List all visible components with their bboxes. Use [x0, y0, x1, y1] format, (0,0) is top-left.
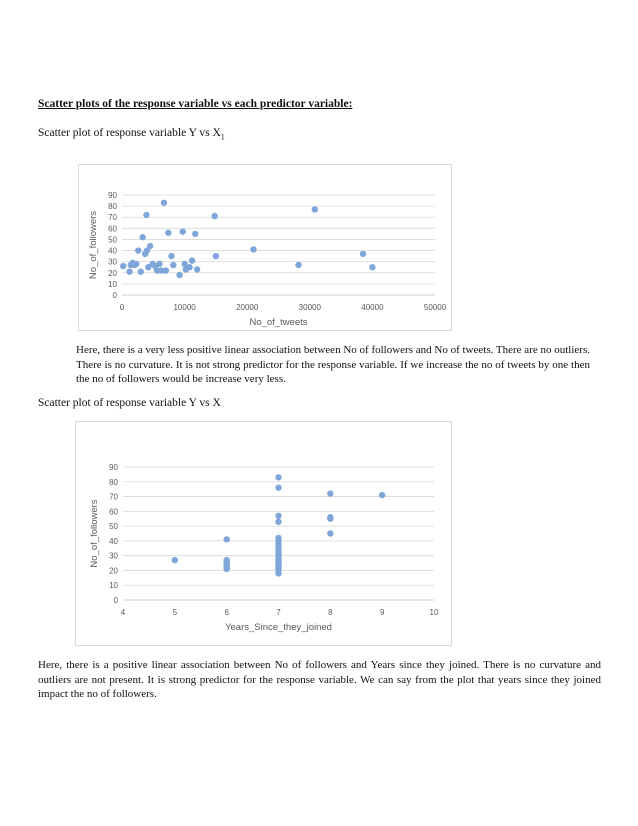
x-tick-label: 0 — [119, 303, 125, 312]
data-point — [165, 230, 171, 236]
x-axis-title: No_of_tweets — [249, 317, 308, 328]
data-point — [275, 513, 281, 519]
data-point — [211, 213, 217, 219]
data-point — [213, 253, 219, 259]
data-point — [360, 251, 366, 257]
y-tick-label: 20 — [109, 566, 118, 576]
data-point — [163, 267, 169, 273]
data-point — [295, 262, 301, 268]
years-scatter-chart — [76, 422, 451, 645]
data-point — [379, 492, 385, 498]
y-tick-label: 0 — [113, 596, 118, 605]
data-point — [223, 536, 229, 542]
chart1-caption — [38, 127, 225, 141]
y-tick-label: 90 — [109, 463, 118, 472]
x-tick-label: 9 — [379, 608, 385, 617]
y-tick-label: 30 — [108, 257, 117, 267]
y-tick-label: 30 — [109, 551, 118, 561]
tweets-scatter-chart — [79, 165, 451, 330]
y-tick-label: 70 — [108, 213, 117, 223]
y-tick-label: 90 — [108, 191, 117, 200]
data-point — [180, 228, 186, 234]
data-point — [223, 566, 229, 572]
x-tick-label: 40000 — [361, 303, 384, 312]
x-tick-label: 20000 — [236, 303, 259, 312]
x-tick-label: 10 — [429, 608, 439, 617]
x-tick-label: 4 — [120, 608, 126, 617]
data-point — [120, 263, 126, 269]
chart2-frame — [75, 421, 452, 646]
y-tick-label: 10 — [109, 581, 118, 591]
y-tick-label: 70 — [109, 492, 118, 502]
data-point — [275, 474, 281, 480]
y-axis-title: No_of_followers — [88, 210, 99, 280]
data-point — [138, 268, 144, 274]
data-point — [194, 266, 200, 272]
chart2-caption: Scatter plot of response variable Y vs X — [38, 397, 221, 409]
y-tick-label: 60 — [109, 507, 118, 517]
data-point — [161, 200, 167, 206]
data-point — [327, 490, 333, 496]
data-point — [135, 247, 141, 253]
data-point — [327, 530, 333, 536]
chart1-caption-text: Scatter plot of response variable Y vs X — [38, 127, 221, 139]
y-tick-label: 40 — [108, 246, 117, 256]
data-point — [186, 264, 192, 270]
data-point — [189, 257, 195, 263]
x-tick-label: 30000 — [298, 303, 321, 312]
y-tick-label: 80 — [108, 202, 117, 212]
data-point — [139, 234, 145, 240]
y-tick-label: 80 — [109, 477, 118, 487]
data-point — [176, 272, 182, 278]
data-point — [143, 212, 149, 218]
x-axis-title: Years_Since_they_joined — [225, 622, 332, 633]
data-point — [133, 261, 139, 267]
chart2-description: Here, there is a positive linear association between No of followers and Years since they joined. There is no curvature and outliers are not present. It is strong predictor for the response variable. We can say from the plot that years since they joined impact the no of followers. — [38, 659, 601, 700]
y-axis-title: No_of_followers — [89, 499, 100, 568]
chart1-caption-subscript: 1 — [220, 132, 225, 142]
chart1-frame — [78, 164, 452, 331]
data-point — [250, 246, 256, 252]
data-point — [172, 557, 178, 563]
data-point — [168, 253, 174, 259]
x-tick-label: 50000 — [423, 303, 447, 312]
data-point — [312, 206, 318, 212]
y-tick-label: 50 — [108, 235, 117, 245]
data-point — [369, 264, 375, 270]
data-point — [156, 261, 162, 267]
data-point — [170, 262, 176, 268]
data-point — [327, 516, 333, 522]
data-point — [126, 268, 132, 274]
y-tick-label: 0 — [112, 291, 117, 300]
chart1-description: Here, there is a very less positive linear association between No of followers and No of tweets. There are no outliers. There is no curvature. It is not strong predictor for the response variable. If we increase the no of tweets by one then the no of followers would be increase very less. — [76, 344, 590, 385]
y-tick-label: 40 — [109, 536, 118, 546]
y-tick-label: 10 — [108, 279, 117, 289]
x-tick-label: 8 — [328, 608, 333, 617]
x-tick-label: 7 — [276, 608, 281, 617]
y-tick-label: 50 — [109, 522, 118, 532]
data-point — [192, 231, 198, 237]
data-point — [275, 484, 281, 490]
y-tick-label: 20 — [108, 268, 117, 278]
section-heading: Scatter plots of the response variable vs each predictor variable: — [38, 98, 353, 110]
y-tick-label: 60 — [108, 224, 117, 234]
x-tick-label: 6 — [224, 608, 229, 617]
x-tick-label: 5 — [172, 608, 178, 617]
data-point — [147, 243, 153, 249]
x-tick-label: 10000 — [173, 303, 196, 312]
data-point — [275, 518, 281, 524]
data-point — [275, 570, 281, 576]
